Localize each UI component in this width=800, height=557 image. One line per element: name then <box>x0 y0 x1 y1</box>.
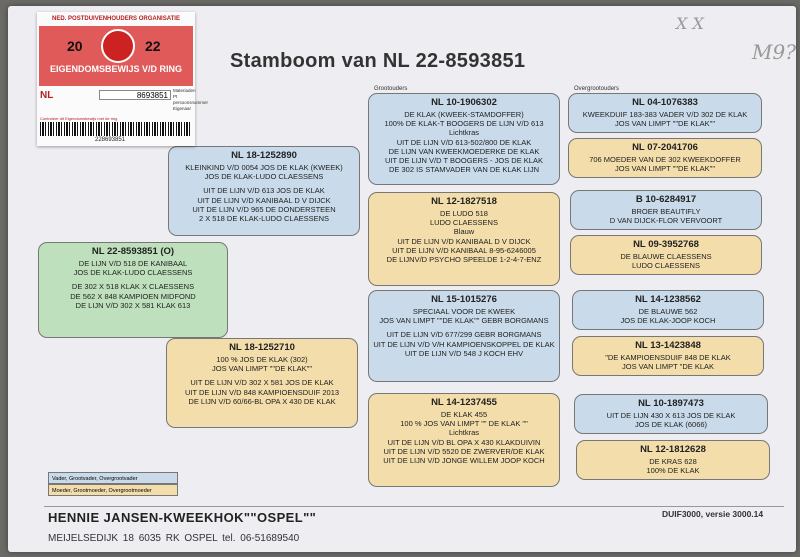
grandparent-line: UIT DE LIJN V/D KANIBAAL D V DIJCK <box>397 236 531 246</box>
great-grandparent-line: D VAN DIJCK-FLOR VERVOORT <box>609 216 723 226</box>
grandparent-line: Lichtkras <box>448 128 479 138</box>
sticker-code: Materiaden <box>173 88 196 93</box>
subject-line: DE 562 X 848 KAMPIOEN MIDFOND <box>70 291 196 301</box>
software-version: DUIF3000, versie 3000.14 <box>662 509 764 519</box>
father-line: UIT DE LIJN V/D 613 JOS DE KLAK <box>203 186 325 196</box>
lion-seal-icon <box>101 29 135 63</box>
color-legend <box>48 472 178 496</box>
mother-line: 100 % JOS DE KLAK (302) <box>216 355 308 364</box>
grandparent-ring-id: NL 12-1827518 <box>431 196 497 207</box>
breeder-address: MEIJELSEDIJK 18 6035 RK OSPEL tel. 06-51689540 <box>48 533 300 544</box>
page-title: Stamboom van NL 22-8593851 <box>230 50 526 72</box>
grandparent-ring-id: NL 14-1237455 <box>431 397 497 408</box>
great-grandparent-ring-id: NL 13-1423848 <box>635 340 701 351</box>
grandparent-line: 100% DE KLAK-T BOOGERS DE LIJN V/D 613 <box>384 119 544 129</box>
sticker-year-left: 20 <box>67 38 83 54</box>
father-line: UIT DE LIJN V/D KANIBAAL D V DIJCK <box>197 195 331 205</box>
sticker-codes <box>173 88 208 112</box>
father-line: JOS DE KLAK-LUDO CLAESSENS <box>204 172 324 182</box>
sticker-code: Eigenaar <box>173 106 192 111</box>
sticker-country: NL <box>40 90 54 101</box>
grandparent-line: UIT DE LIJN V/D BL OPA X 430 KLAKDUIVIN <box>387 437 541 447</box>
legend-male: Vader, Grootvader, Overgrootvader <box>48 472 178 484</box>
grandparent-line: DE LIJN VAN KWEEKMOEDERKE DE KLAK <box>388 146 540 156</box>
grandparent-ring-id: NL 10-1906302 <box>431 97 497 108</box>
sticker-code: Pt persoonsnummer <box>173 94 209 105</box>
great-grandparent-box <box>572 336 764 376</box>
grandparent-line: SPECIAAL VOOR DE KWEEK <box>412 307 516 316</box>
great-grandparent-line: 706 MOEDER VAN DE 302 KWEEKDOFFER <box>589 155 741 164</box>
great-grandparent-line: DE BLAUWE CLAESSENS <box>620 252 712 261</box>
great-grandparent-box <box>570 235 762 275</box>
grandparent-box <box>368 290 560 382</box>
great-grandparent-line: JOS VAN LIMPT ""DE KLAK"" <box>615 164 715 174</box>
grandparent-line: 100 % JOS VAN LIMPT "" DE KLAK "" <box>400 419 528 429</box>
great-grandparent-ring-id: B 10-6284917 <box>635 194 697 205</box>
grandparent-line: DE LIJNV/D PSYCHO SPEELDE 1-2-4-7-ENZ <box>386 255 542 265</box>
great-grandparent-line: JOS VAN LIMPT ""DE KLAK"" <box>615 119 715 129</box>
mother-line: JOS VAN LIMPT ""DE KLAK"" <box>212 364 312 374</box>
subject-line: DE 302 X 518 KLAK X CLAESSENS <box>71 282 195 292</box>
grandparent-line: DE LUDO 518 <box>440 209 488 218</box>
grandparent-line: UIT DE LIJN V/D 5520 DE ZWERVER/DE KLAK <box>383 446 545 456</box>
subject-line: DE LIJN V/D 302 X 581 KLAK 613 <box>75 300 191 310</box>
subject-box <box>38 242 228 338</box>
handwritten-note: M9? <box>752 40 796 64</box>
subject-line: JOS DE KLAK-LUDO CLAESSENS <box>73 268 193 278</box>
great-grandparent-ring-id: NL 10-1897473 <box>638 398 704 409</box>
grandparent-line: JOS VAN LIMPT ""DE KLAK"" GEBR BORGMANS <box>379 316 549 326</box>
footer-divider <box>44 506 784 507</box>
great-grandparent-line: JOS VAN LIMPT "DE KLAK <box>622 362 714 372</box>
great-grandparent-ring-id: NL 09-3952768 <box>633 239 699 250</box>
grandparents-header: Grootouders <box>374 86 408 92</box>
ownership-certificate-sticker <box>37 12 209 146</box>
subject-line: DE LIJN V/D 518 DE KANIBAAL <box>78 259 188 268</box>
great-grandparents-header: Overgrootouders <box>574 86 620 92</box>
great-grandparent-line: JOS DE KLAK-JOOP KOCH <box>620 316 716 326</box>
great-grandparent-line: KWEEKDUIF 183-383 VADER V/D 302 DE KLAK <box>582 110 748 119</box>
grandparent-line: UIT DE LIJN V/D KANIBAAL 8-95-6246005 <box>392 245 536 255</box>
sticker-ring-number: 8693851 <box>99 90 171 100</box>
great-grandparent-line: DE KRAS 628 <box>649 457 697 466</box>
great-grandparent-box <box>572 290 764 330</box>
grandparent-line: UIT DE LIJN V/D 548 J KOCH EHV <box>404 348 524 358</box>
grandparent-line: LUDO CLAESSENS <box>430 218 498 228</box>
father-line: 2 X 518 DE KLAK-LUDO CLAESSENS <box>198 214 330 224</box>
mother-line: UIT DE LIJN V/D 302 X 581 JOS DE KLAK <box>190 378 334 388</box>
father-box <box>168 146 360 236</box>
grandparent-line: UIT DE LIJN V/D 677/299 GEBR BORGMANS <box>386 330 542 340</box>
great-grandparent-line: 100% DE KLAK <box>646 466 700 476</box>
grandparent-line: UIT DE LIJN V/D V/H KAMPIOENSKOPPEL DE KLAK <box>373 339 555 349</box>
great-grandparent-line: JOS DE KLAK (6066) <box>634 420 708 430</box>
great-grandparent-ring-id: NL 07-2041706 <box>632 142 698 153</box>
grandparent-box <box>368 192 560 286</box>
father-ring-id: NL 18-1252890 <box>231 150 297 161</box>
breeder-name: HENNIE JANSEN-KWEEKHOK""OSPEL"" <box>48 510 317 525</box>
sticker-banner: EIGENDOMSBEWIJS V/D RING <box>49 64 183 74</box>
great-grandparent-line: DE BLAUWE 562 <box>638 307 698 316</box>
great-grandparent-box <box>568 93 762 133</box>
barcode-number: 228693851 <box>95 137 126 143</box>
mother-line: DE LIJN V/D 60/66-BL OPA X 430 DE KLAK <box>188 396 336 406</box>
grandparent-line: UIT DE LIJN V/D T BOOGERS - JOS DE KLAK <box>385 156 543 166</box>
handwritten-marks: X X <box>676 14 704 33</box>
great-grandparent-ring-id: NL 04-1076383 <box>632 97 698 108</box>
great-grandparent-ring-id: NL 14-1238562 <box>635 294 701 305</box>
mother-box <box>166 338 358 428</box>
great-grandparent-line: LUDO CLAESSENS <box>632 261 700 271</box>
subject-ring-id: NL 22-8593851 (O) <box>91 246 175 257</box>
father-line: KLEINKIND V/D 0054 JOS DE KLAK (KWEEK) <box>185 163 343 172</box>
grandparent-line: UIT DE LIJN V/D 613-502/800 DE KLAK <box>396 137 532 147</box>
grandparent-line: UIT DE LIJN V/D JONGE WILLEM JOOP KOCH <box>383 456 545 466</box>
grandparent-box <box>368 393 560 487</box>
father-line: UIT DE LIJN V/D 965 DE DONDERSTEEN <box>192 204 336 214</box>
great-grandparent-line: UIT DE LIJN 430 X 613 JOS DE KLAK <box>606 411 736 420</box>
grandparent-line: Lichtkras <box>448 428 479 438</box>
grandparent-box <box>368 93 560 185</box>
sticker-organisation: NED. POSTDUIVENHOUDERS ORGANISATIE <box>52 16 180 22</box>
great-grandparent-box <box>570 190 762 230</box>
great-grandparent-box <box>574 394 768 434</box>
barcode <box>40 122 190 136</box>
great-grandparent-box <box>576 440 770 480</box>
sticker-year-right: 22 <box>145 38 161 54</box>
mother-line: UIT DE LIJN V/D 848 KAMPIOENSDUIF 2013 <box>184 387 340 397</box>
grandparent-line: DE 302 IS STAMVADER VAN DE KLAK LIJN <box>388 165 540 175</box>
legend-female: Moeder, Grootmoeder, Overgrootmoeder <box>48 484 178 496</box>
great-grandparent-line: "DE KAMPIOENSDUIF 848 DE KLAK <box>605 353 731 362</box>
great-grandparent-line: BROER BEAUTIFLY <box>631 207 701 216</box>
great-grandparent-ring-id: NL 12-1812628 <box>640 444 706 455</box>
sticker-note: Controleer dit Eigendomsbewijs met de ring <box>40 116 118 121</box>
mother-ring-id: NL 18-1252710 <box>229 342 295 353</box>
grandparent-line: DE KLAK 455 <box>440 410 488 419</box>
grandparent-ring-id: NL 15-1015276 <box>431 294 497 305</box>
great-grandparent-box <box>568 138 762 178</box>
grandparent-line: Blauw <box>453 227 475 237</box>
grandparent-line: DE KLAK (KWEEK-STAMDOFFER) <box>404 110 524 119</box>
